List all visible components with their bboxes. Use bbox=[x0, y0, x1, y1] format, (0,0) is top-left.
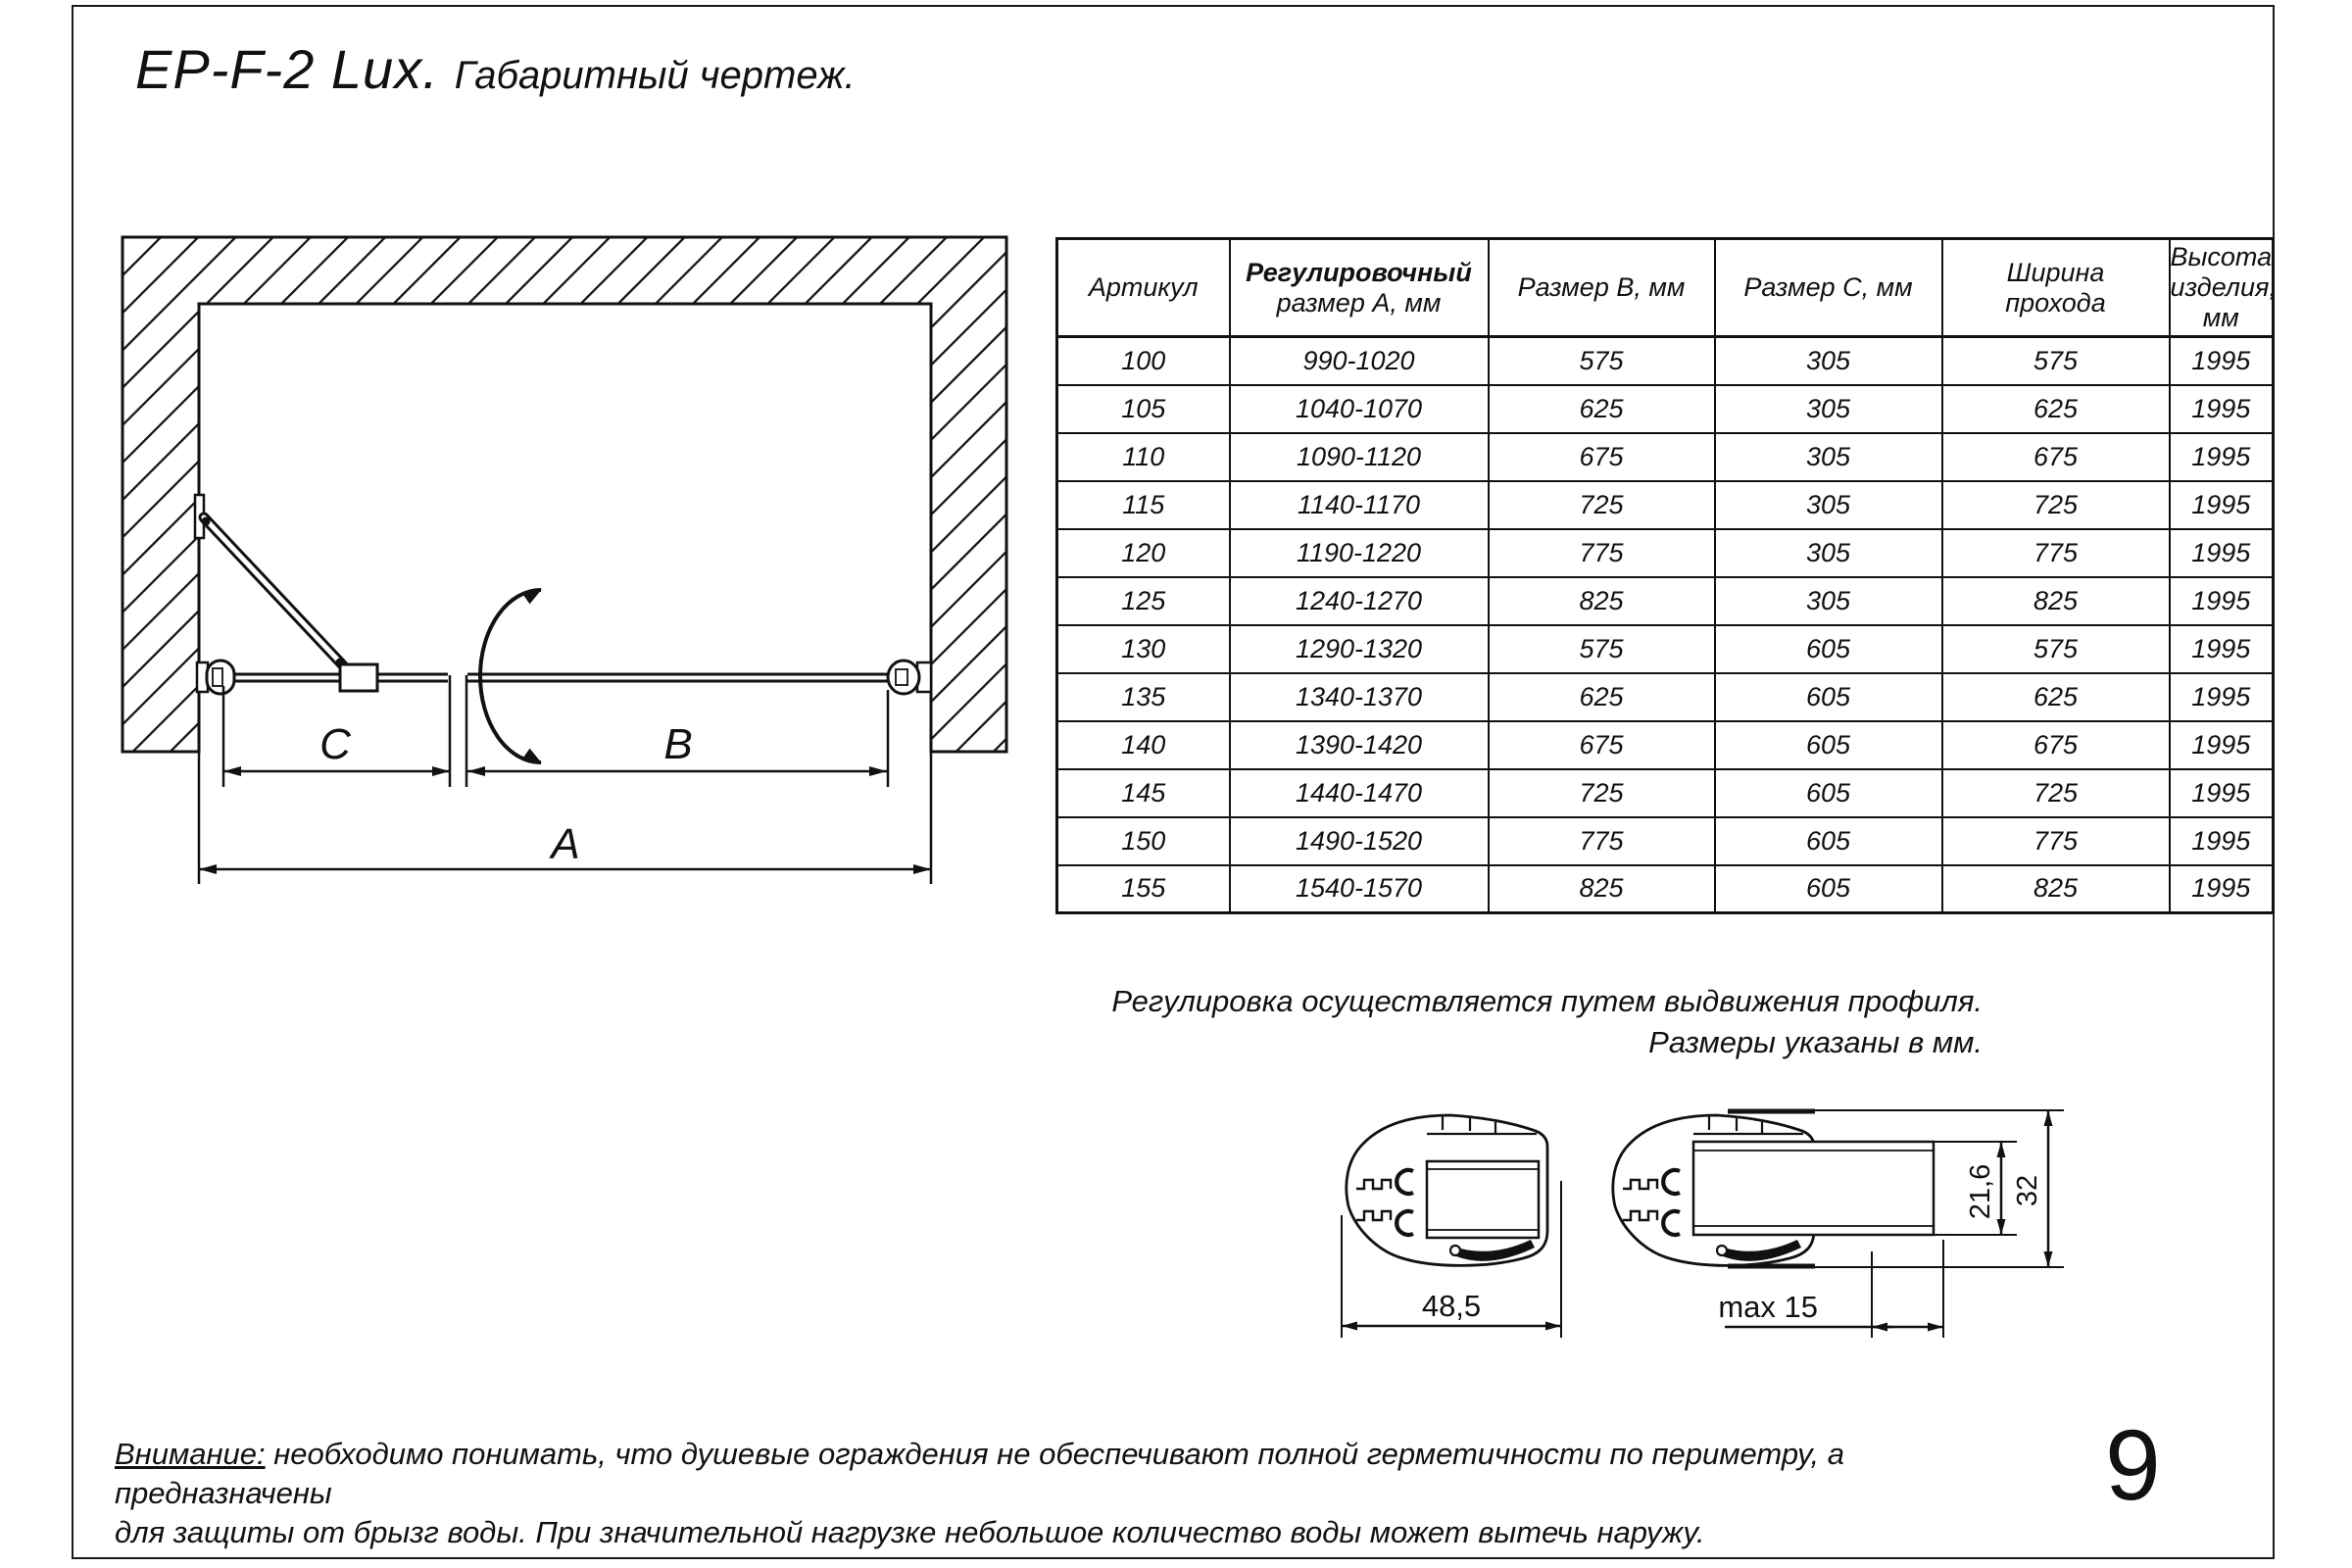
table-row bbox=[1057, 769, 2274, 817]
table-cell: 575 bbox=[1489, 625, 1715, 673]
table-cell: 120 bbox=[1057, 529, 1230, 577]
table-cell: 1995 bbox=[2170, 433, 2274, 481]
table-cell: 605 bbox=[1715, 865, 1942, 913]
table-cell: 625 bbox=[1942, 673, 2170, 721]
table-cell: 675 bbox=[1489, 433, 1715, 481]
col-header-size-a: Регулировочный размер А, мм bbox=[1230, 239, 1489, 337]
table-row bbox=[1057, 337, 2274, 385]
door-swing-arc bbox=[480, 584, 545, 767]
table-cell: 130 bbox=[1057, 625, 1230, 673]
table-row bbox=[1057, 865, 2274, 913]
table-cell: 1995 bbox=[2170, 337, 2274, 385]
table-cell: 625 bbox=[1489, 673, 1715, 721]
glass-panels bbox=[233, 674, 888, 681]
profile-max-label: max 15 bbox=[1718, 1290, 1818, 1324]
col-header-pass-width: Ширина прохода bbox=[1942, 239, 2170, 337]
glass-clamp bbox=[340, 664, 377, 691]
table-cell: 605 bbox=[1715, 625, 1942, 673]
table-cell: 1995 bbox=[2170, 625, 2274, 673]
niche-top-view-drawing bbox=[98, 186, 1039, 911]
adjustment-notes bbox=[1111, 981, 1983, 1063]
table-row bbox=[1057, 481, 2274, 529]
table-cell: 1490-1520 bbox=[1230, 817, 1489, 865]
warning-line: для защиты от брызг воды. При значительной нагрузке небольшое количество воды может вытечь наружу. bbox=[115, 1515, 1705, 1549]
table-cell: 1995 bbox=[2170, 673, 2274, 721]
profile-width-label: 48,5 bbox=[1421, 1289, 1482, 1323]
col-header-height: Высота изделия, мм bbox=[2170, 239, 2274, 337]
table-cell: 1995 bbox=[2170, 385, 2274, 433]
model-name: EP-F-2 Lux. bbox=[135, 38, 439, 100]
table-cell: 825 bbox=[1942, 577, 2170, 625]
table-row bbox=[1057, 673, 2274, 721]
table-cell: 775 bbox=[1942, 817, 2170, 865]
table-cell: 1995 bbox=[2170, 769, 2274, 817]
table-cell: 305 bbox=[1715, 385, 1942, 433]
table-cell: 110 bbox=[1057, 433, 1230, 481]
table-cell: 575 bbox=[1942, 337, 2170, 385]
table-row bbox=[1057, 433, 2274, 481]
table-cell: 1995 bbox=[2170, 481, 2274, 529]
table-cell: 1190-1220 bbox=[1230, 529, 1489, 577]
table-cell: 675 bbox=[1942, 433, 2170, 481]
table-cell: 1040-1070 bbox=[1230, 385, 1489, 433]
table-cell: 725 bbox=[1489, 769, 1715, 817]
note-line: Размеры указаны в мм. bbox=[1648, 1025, 1983, 1059]
col-header-articul: Артикул bbox=[1057, 239, 1230, 337]
profile-section-extended bbox=[1613, 1111, 1934, 1266]
dim-label-c: C bbox=[319, 720, 351, 768]
table-cell: 575 bbox=[1489, 337, 1715, 385]
table-cell: 105 bbox=[1057, 385, 1230, 433]
table-cell: 675 bbox=[1942, 721, 2170, 769]
table-cell: 100 bbox=[1057, 337, 1230, 385]
table-cell: 825 bbox=[1489, 577, 1715, 625]
table-cell: 1540-1570 bbox=[1230, 865, 1489, 913]
table-cell: 115 bbox=[1057, 481, 1230, 529]
table-cell: 575 bbox=[1942, 625, 2170, 673]
table-cell: 1995 bbox=[2170, 529, 2274, 577]
table-cell: 1140-1170 bbox=[1230, 481, 1489, 529]
table-cell: 825 bbox=[1489, 865, 1715, 913]
table-cell: 135 bbox=[1057, 673, 1230, 721]
table-cell: 1090-1120 bbox=[1230, 433, 1489, 481]
table-cell: 1995 bbox=[2170, 817, 2274, 865]
table-cell: 605 bbox=[1715, 721, 1942, 769]
note-line: Регулировка осуществляется путем выдвижения профиля. bbox=[1111, 984, 1983, 1018]
table-cell: 605 bbox=[1715, 769, 1942, 817]
table-cell: 825 bbox=[1942, 865, 2170, 913]
page-number: 9 bbox=[2105, 1409, 2161, 1521]
warning-text bbox=[115, 1435, 2055, 1552]
table-cell: 155 bbox=[1057, 865, 1230, 913]
table-cell: 305 bbox=[1715, 433, 1942, 481]
col-header-size-c: Размер С, мм bbox=[1715, 239, 1942, 337]
table-cell: 625 bbox=[1942, 385, 2170, 433]
table-cell: 1390-1420 bbox=[1230, 721, 1489, 769]
table-cell: 140 bbox=[1057, 721, 1230, 769]
title-caption: Габаритный чертеж. bbox=[454, 54, 856, 97]
col-header-size-b: Размер В, мм bbox=[1489, 239, 1715, 337]
table-cell: 305 bbox=[1715, 481, 1942, 529]
profile-outer-height-label: 32 bbox=[2012, 1174, 2043, 1207]
table-cell: 605 bbox=[1715, 817, 1942, 865]
dim-label-b: B bbox=[663, 720, 693, 768]
table-cell: 305 bbox=[1715, 529, 1942, 577]
profile-section-closed bbox=[1347, 1115, 1547, 1265]
table-cell: 1290-1320 bbox=[1230, 625, 1489, 673]
table-cell: 305 bbox=[1715, 577, 1942, 625]
table-cell: 725 bbox=[1489, 481, 1715, 529]
table-cell: 775 bbox=[1489, 529, 1715, 577]
table-row bbox=[1057, 817, 2274, 865]
warning-label: Внимание: bbox=[115, 1437, 266, 1471]
table-row bbox=[1057, 721, 2274, 769]
table-row bbox=[1057, 577, 2274, 625]
page-title bbox=[135, 37, 856, 101]
table-header-row bbox=[1057, 239, 2274, 337]
table-row bbox=[1057, 625, 2274, 673]
left-wall-profile bbox=[197, 661, 234, 694]
table-cell: 775 bbox=[1942, 529, 2170, 577]
table-cell: 1340-1370 bbox=[1230, 673, 1489, 721]
table-cell: 125 bbox=[1057, 577, 1230, 625]
table-cell: 1995 bbox=[2170, 865, 2274, 913]
warning-line: Внимание: необходимо понимать, что душевые ограждения не обеспечивают полной герметичности по периметру, а предназначены bbox=[115, 1437, 1853, 1510]
profile-inner-height-label: 21,6 bbox=[1965, 1163, 1996, 1220]
table-row bbox=[1057, 385, 2274, 433]
table-cell: 1240-1270 bbox=[1230, 577, 1489, 625]
table-cell: 150 bbox=[1057, 817, 1230, 865]
table-cell: 1995 bbox=[2170, 577, 2274, 625]
right-wall-profile bbox=[888, 661, 931, 694]
dim-label-a: A bbox=[551, 820, 580, 868]
table-cell: 1995 bbox=[2170, 721, 2274, 769]
table-cell: 145 bbox=[1057, 769, 1230, 817]
profile-cross-sections bbox=[1303, 1078, 2097, 1372]
table-cell: 725 bbox=[1942, 481, 2170, 529]
table-cell: 775 bbox=[1489, 817, 1715, 865]
table-cell: 725 bbox=[1942, 769, 2170, 817]
table-cell: 305 bbox=[1715, 337, 1942, 385]
table-cell: 605 bbox=[1715, 673, 1942, 721]
table-cell: 625 bbox=[1489, 385, 1715, 433]
dimensions-table bbox=[1055, 237, 2275, 914]
table-row bbox=[1057, 529, 2274, 577]
table-cell: 675 bbox=[1489, 721, 1715, 769]
table-cell: 1440-1470 bbox=[1230, 769, 1489, 817]
table-cell: 990-1020 bbox=[1230, 337, 1489, 385]
